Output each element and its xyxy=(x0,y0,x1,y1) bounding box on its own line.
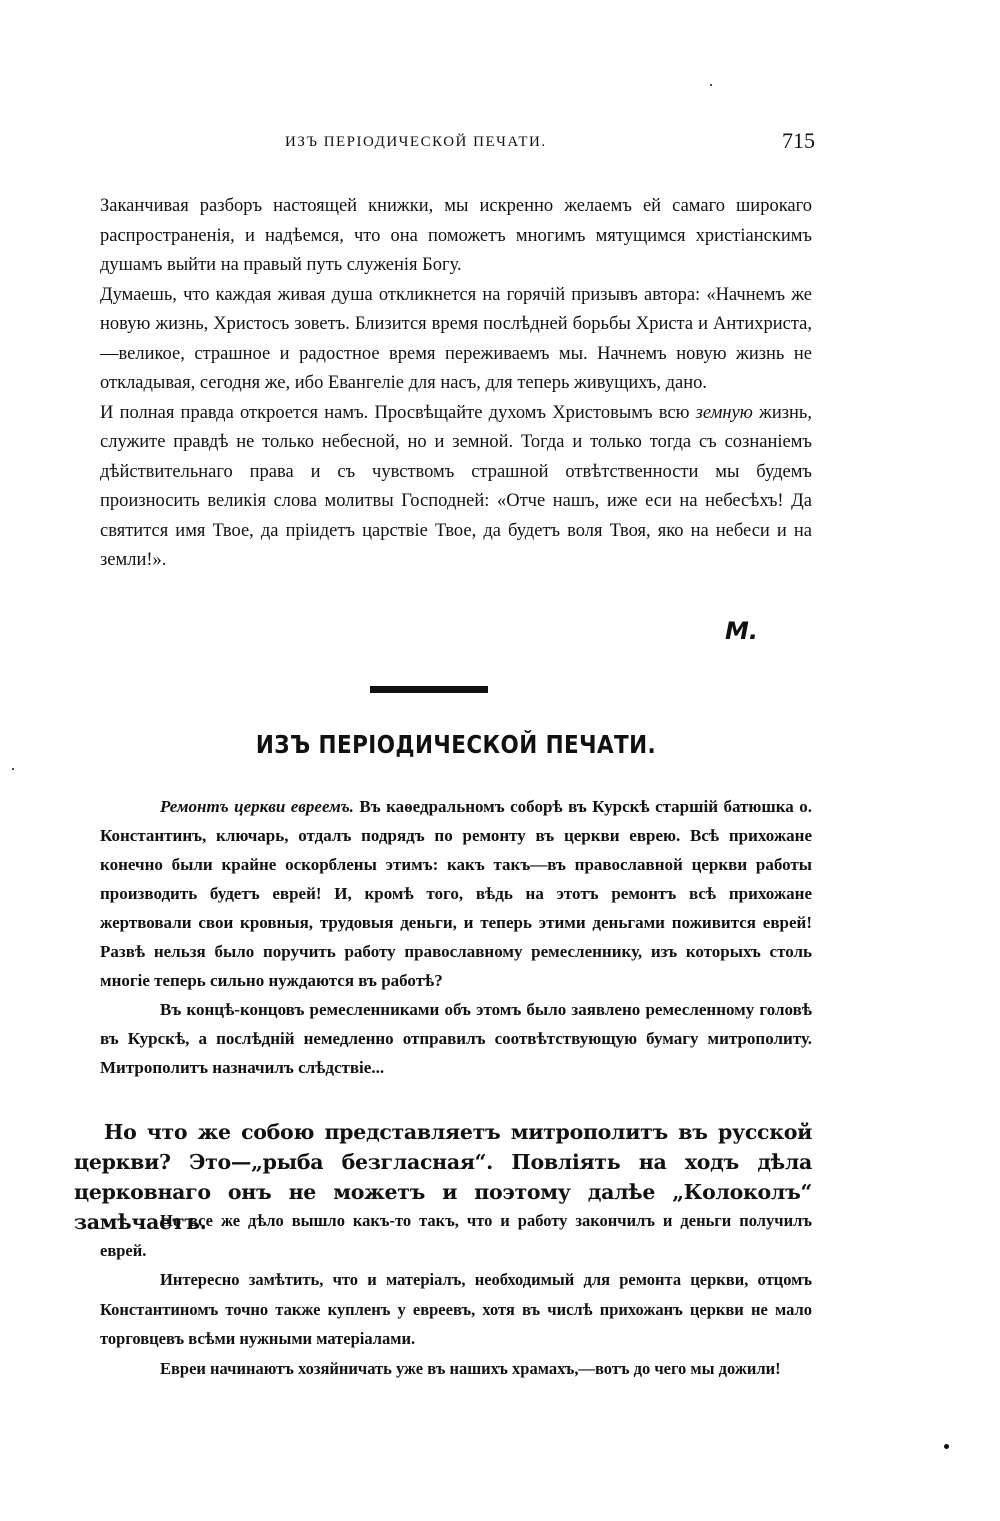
article-paragraph-3: Но что же собою представляетъ митрополитъ въ русской церкви? Это—„рыба безгласная“. Повліять на ходъ дѣла церковнаго онъ не можетъ и поэтому далѣе „Колоколъ“ замѣчаетъ. xyxy=(74,1120,812,1234)
article-paragraph-6: Евреи начинаютъ хозяйничать уже въ нашихъ храмахъ,—вотъ до чего мы дожили! xyxy=(160,1358,781,1378)
news-article xyxy=(100,792,812,1082)
review-emphasis: земную xyxy=(695,402,753,423)
review-paragraph-3-start: И полная правда откроется намъ. Просвѣщайте духомъ Христовымъ всю xyxy=(100,402,696,423)
review-paragraph-3-end: жизнь, служите правдѣ не только небесной, но и земной. Тогда и только тогда съ сознаніемъ дѣйствительнаго права и съ чувствомъ страшной отвѣтственности мы будемъ произносить великія слова молитвы Господней: «Отче нашъ, иже еси на небесѣхъ! Да святится имя Твое, да пріидетъ царствіе Твое, да будетъ воля Твоя, яко на небеси и на земли!». xyxy=(100,402,812,570)
article-paragraph-1 xyxy=(100,792,812,995)
review-conclusion xyxy=(100,192,812,576)
author-signature: М. xyxy=(725,617,758,645)
article-lead-title: Ремонтъ церкви евреемъ. xyxy=(160,797,354,816)
running-head: ИЗЪ ПЕРІОДИЧЕСКОЙ ПЕЧАТИ. xyxy=(285,134,547,150)
scan-speck xyxy=(710,84,712,86)
section-title: ИЗЪ ПЕРІОДИЧЕСКОЙ ПЕЧАТИ. xyxy=(255,730,657,759)
review-paragraph-2: Думаешь, что каждая живая душа откликнется на горячій призывъ автора: «Начнемъ же новую жизнь, Христосъ зоветъ. Близится время послѣдней борьбы Христа и Антихриста,—великое, страшное и радостное время переживаемъ мы. Начнемъ новую жизнь не откладывая, сегодня же, ибо Евангеліе для насъ, для теперь живущихъ, дано. xyxy=(100,284,812,393)
review-paragraph-1: Заканчивая разборъ настоящей книжки, мы искренно желаемъ ей самаго широкаго распространенія, и надѣемся, что она поможетъ многимъ мятущимся христіанскимъ душамъ выйти на правый путь служенія Богу. xyxy=(100,196,812,275)
scan-speck xyxy=(12,768,14,770)
news-article-continued xyxy=(100,1206,812,1383)
scan-speck xyxy=(944,1444,949,1449)
article-paragraph-5: Интересно замѣтить, что и матеріалъ, необходимый для ремонта церкви, отцомъ Константиномъ точно также купленъ у евреевъ, хотя въ числѣ прихожанъ церкви не мало торговцевъ всѣми нужными матеріалами. xyxy=(100,1270,812,1348)
article-lead-text: Въ каѳедральномъ соборѣ въ Курскѣ старшій батюшка о. Константинъ, ключарь, отдалъ подрядъ по ремонту въ церкви еврею. Всѣ прихожане конечно были крайне оскорблены этимъ: какъ такъ—въ православной церкви работы производить будетъ еврей! И, кромѣ того, вѣдь на этотъ ремонтъ всѣ прихожане жертвовали свои кровныя, трудовыя деньги, и теперь этими деньгами поживится еврей! Развѣ нельзя было поручить работу православному ремесленнику, изъ которыхъ столь многіе теперь сильно нуждаются въ работѣ? xyxy=(100,797,812,990)
section-divider xyxy=(370,686,488,693)
article-paragraph-4: Но все же дѣло вышло какъ-то такъ, что и работу закончилъ и деньги получилъ еврей. xyxy=(100,1211,812,1260)
page-header xyxy=(100,128,815,158)
page-number: 715 xyxy=(782,128,815,153)
article-paragraph-2: Въ концѣ-концовъ ремесленниками объ этомъ было заявлено ремесленному головѣ въ Курскѣ, а послѣдній немедленно отправилъ соотвѣтствующую бумагу митрополиту. Митрополитъ назначилъ слѣдствіе... xyxy=(100,1000,812,1077)
review-paragraph-3 xyxy=(100,399,812,576)
